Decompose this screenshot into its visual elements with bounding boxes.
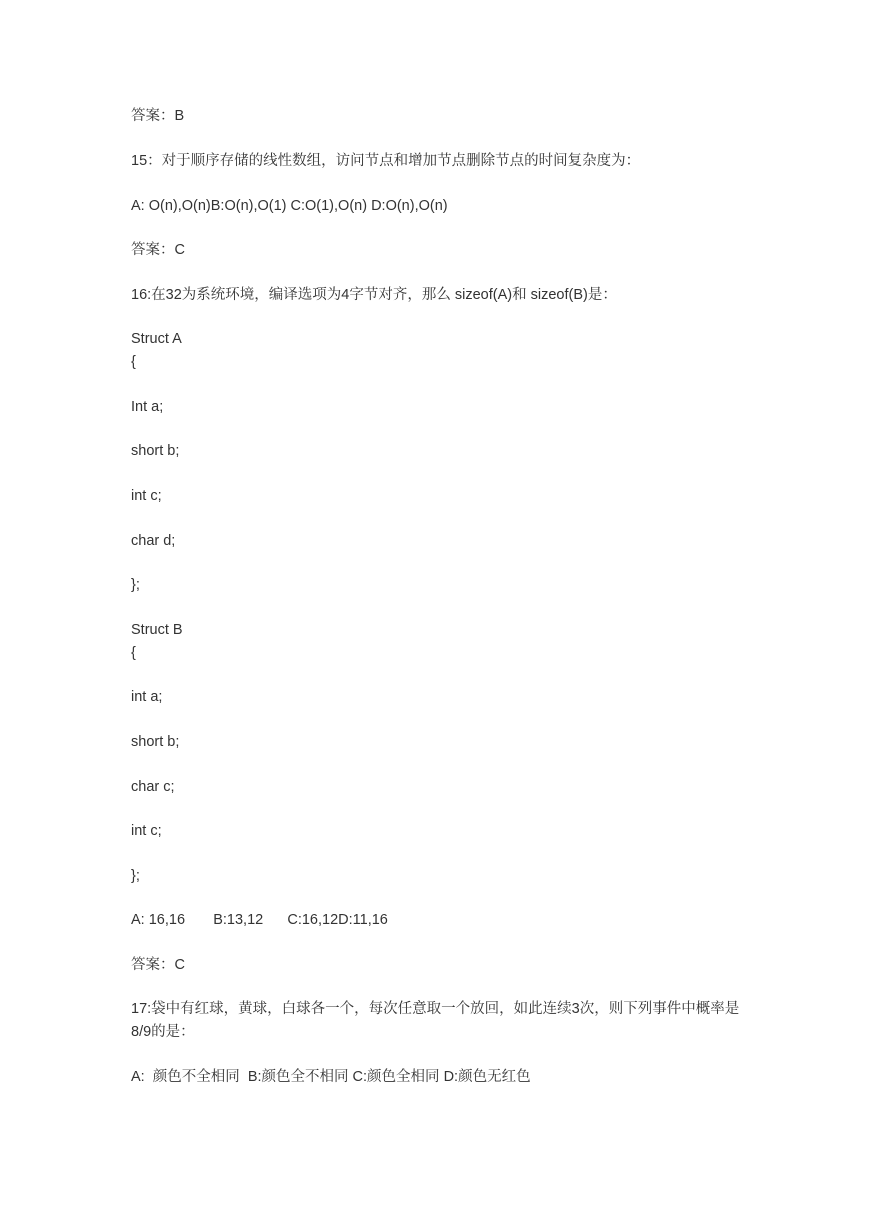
code-line: };: [131, 868, 140, 884]
answer-16: 答案：C: [131, 957, 185, 973]
options-17: A: 颜色不全相同 B:颜色全不相同 C:颜色全相同 D:颜色无红色: [131, 1069, 531, 1085]
options-15: A: O(n),O(n)B:O(n),O(1) C:O(1),O(n) D:O(n),O(n): [131, 198, 448, 214]
code-line: {: [131, 645, 136, 661]
options-16: A: 16,16 B:13,12 C:16,12D:11,16: [131, 912, 388, 928]
code-line: int c;: [131, 823, 162, 839]
code-line: {: [131, 354, 136, 370]
question-15: 15：对于顺序存储的线性数组，访问节点和增加节点删除节点的时间复杂度为：: [131, 153, 641, 169]
code-line: Struct A: [131, 331, 182, 347]
answer-15: 答案：C: [131, 242, 185, 258]
code-line: short b;: [131, 443, 180, 459]
answer-14: 答案：B: [131, 108, 185, 124]
question-17: 17:袋中有红球，黄球，白球各一个，每次任意取一个放回，如此连续3次，则下列事件中概率是8/9的是：: [131, 1001, 740, 1040]
question-16: 16:在32为系统环境，编译选项为4字节对齐，那么 sizeof(A)和 sizeof(B)是：: [131, 287, 617, 303]
code-line: Struct B: [131, 622, 183, 638]
code-line: int a;: [131, 689, 163, 705]
code-line: char c;: [131, 779, 175, 795]
code-line: };: [131, 577, 140, 593]
code-line: Int a;: [131, 399, 164, 415]
code-line: short b;: [131, 734, 180, 750]
code-line: int c;: [131, 488, 162, 504]
code-line: char d;: [131, 533, 176, 549]
